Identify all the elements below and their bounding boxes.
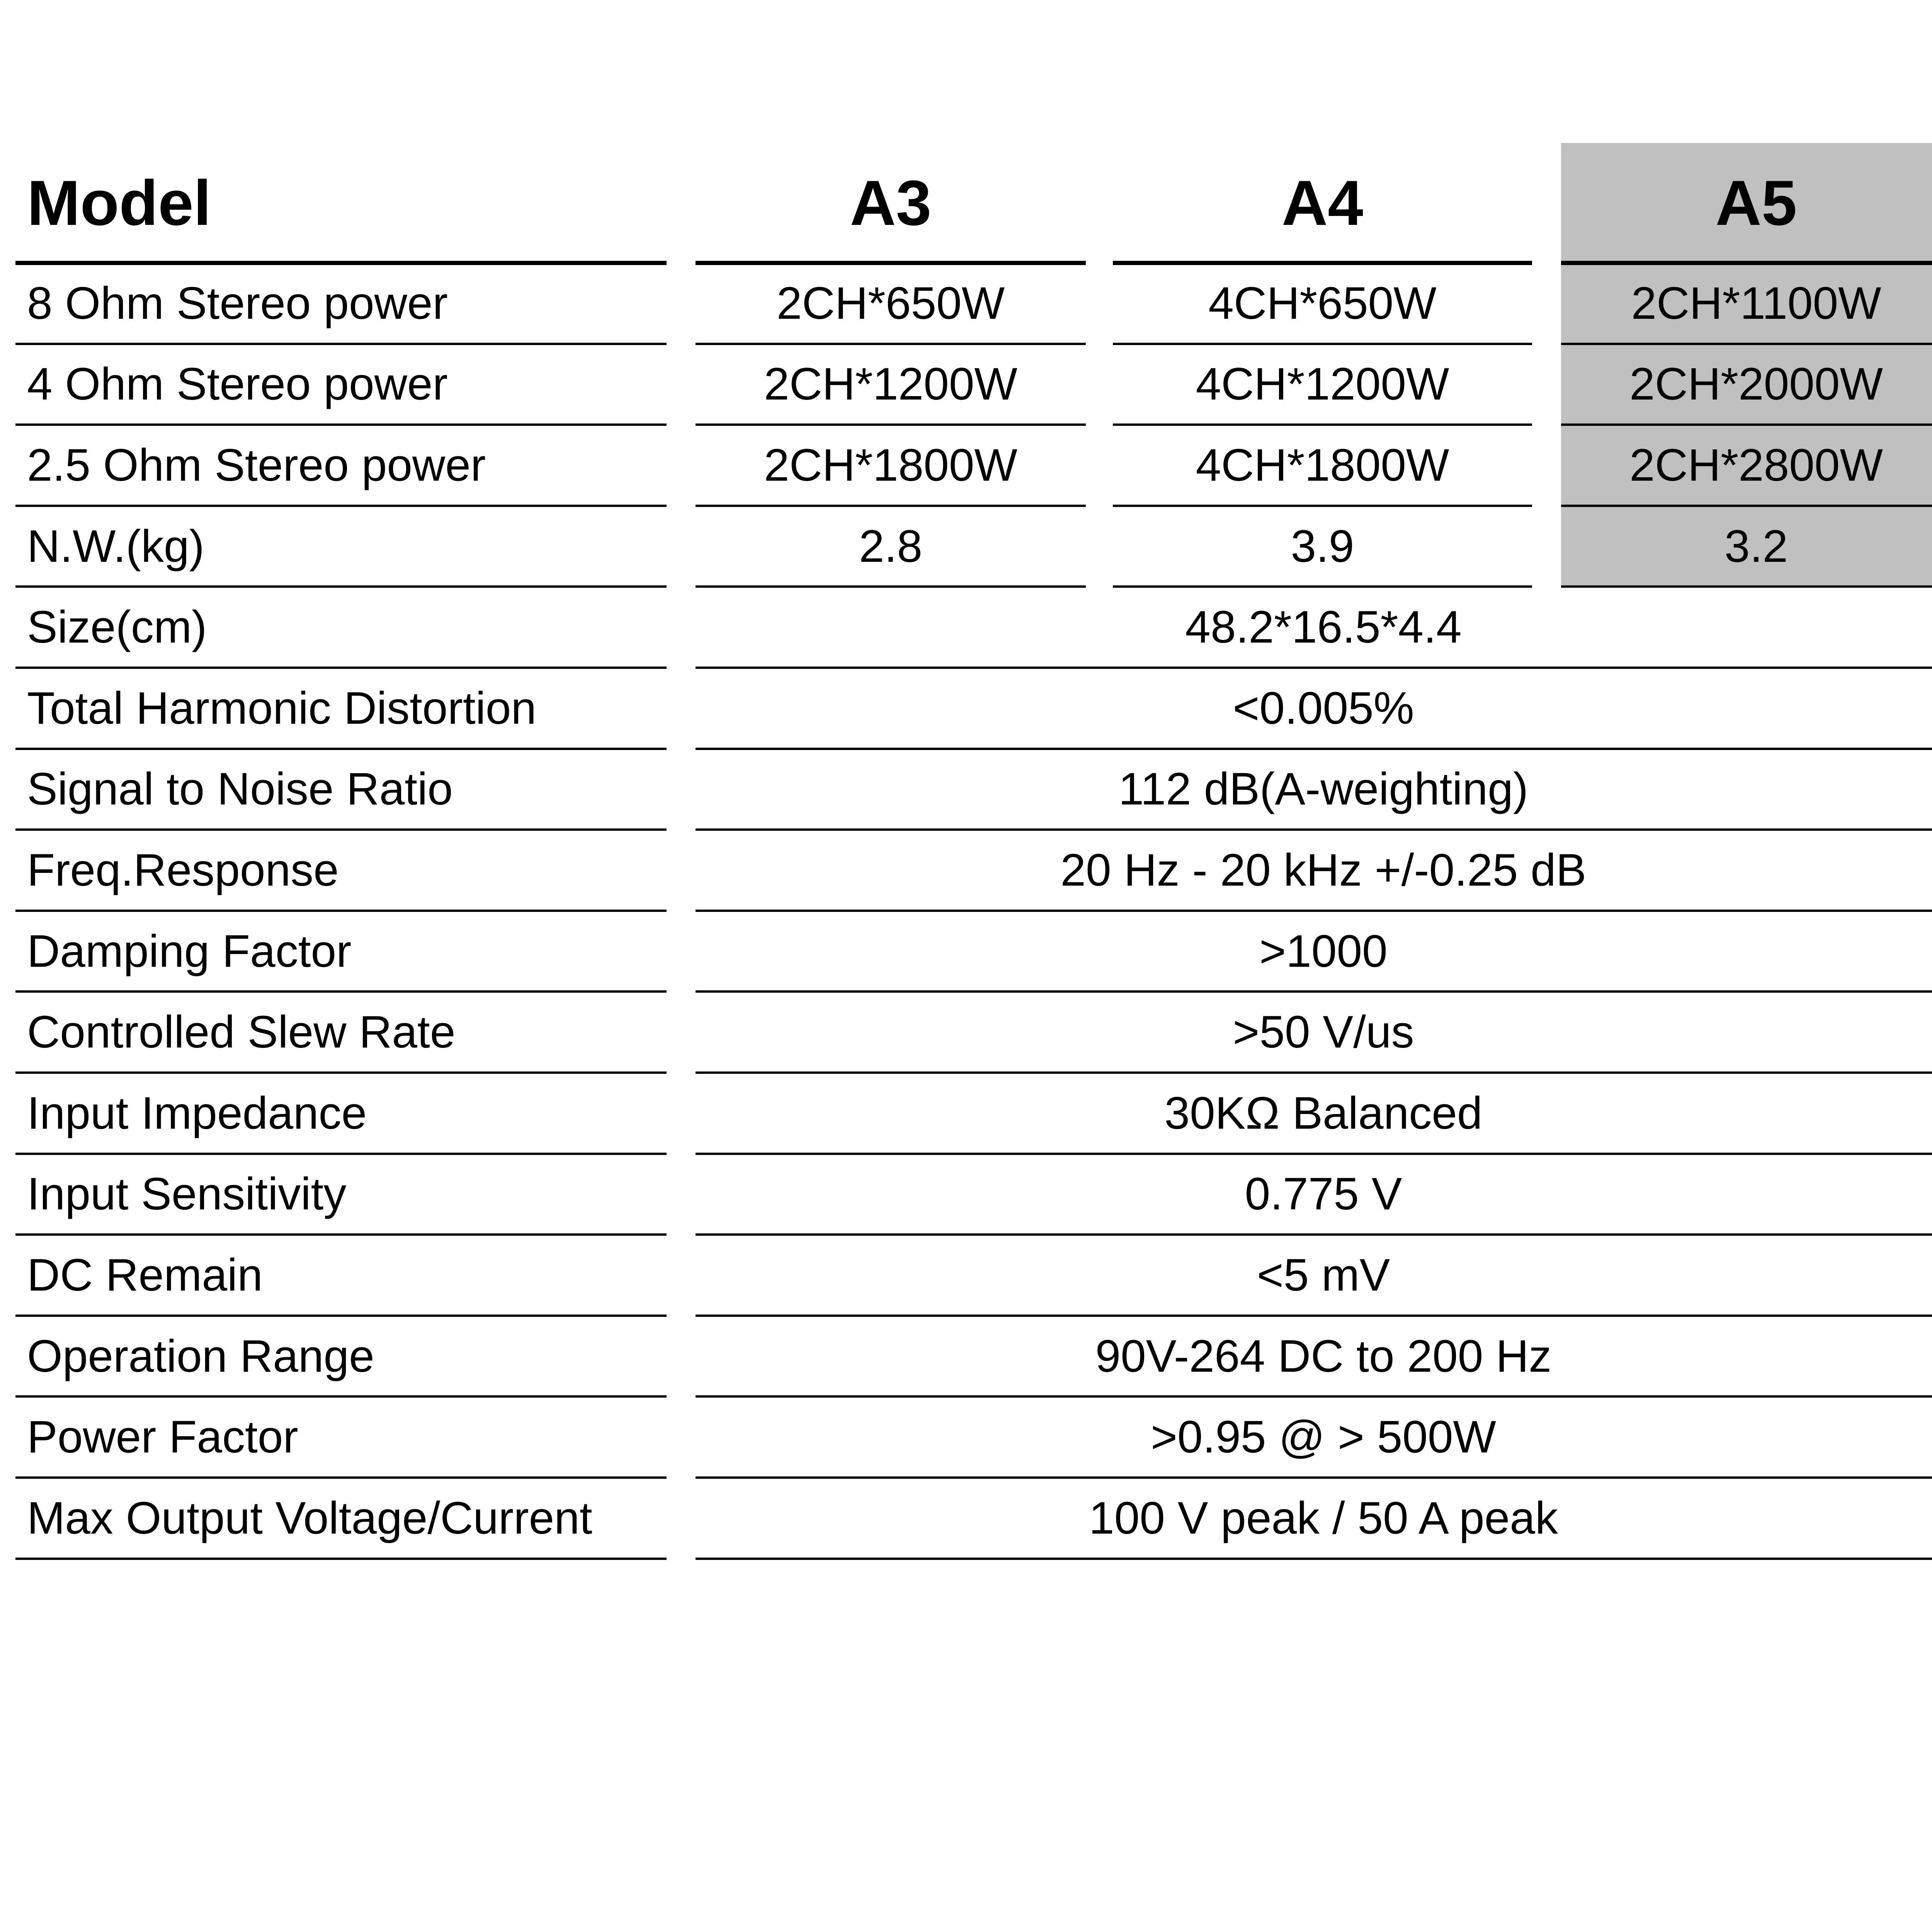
row-label: DC Remain — [27, 1249, 263, 1301]
row-label: Power Factor — [27, 1412, 298, 1463]
row-label: Input Impedance — [27, 1087, 367, 1139]
row-value: 2CH*1800W — [764, 439, 1017, 491]
row-label: 8 Ohm Stereo power — [27, 277, 448, 329]
row-label: 2.5 Ohm Stereo power — [27, 439, 486, 491]
row-value: 4CH*1200W — [1196, 359, 1449, 410]
row-label: Total Harmonic Distortion — [27, 682, 537, 734]
shared-value: 30KΩ Balanced — [1164, 1087, 1483, 1139]
row-value: 2CH*1200W — [764, 359, 1017, 410]
row-value: 4CH*1800W — [1196, 439, 1449, 491]
header-model-label: Model — [27, 167, 211, 238]
shared-value: <5 mV — [1257, 1249, 1390, 1301]
shared-value: >0.95 @ > 500W — [1151, 1412, 1496, 1463]
row-label: Operation Range — [27, 1330, 374, 1382]
shared-value: 112 dB(A-weighting) — [1118, 764, 1529, 815]
row-label: Max Output Voltage/Current — [27, 1492, 592, 1544]
row-label: N.W.(kg) — [27, 520, 204, 572]
row-value: 2CH*2000W — [1629, 359, 1883, 410]
row-value: 2CH*2800W — [1629, 439, 1883, 491]
row-value: 2CH*1100W — [1631, 277, 1881, 329]
row-value: 2CH*650W — [776, 277, 1005, 329]
row-value: 3.9 — [1291, 520, 1354, 572]
shared-value: >1000 — [1259, 925, 1388, 977]
row-rule-shared — [696, 1558, 1932, 1560]
row-rule-label — [15, 1558, 667, 1560]
row-label: Signal to Noise Ratio — [27, 764, 453, 815]
shared-value: 100 V peak / 50 A peak — [1089, 1492, 1558, 1544]
row-label: Damping Factor — [27, 925, 352, 977]
row-label: 4 Ohm Stereo power — [27, 359, 448, 410]
shared-value: 48.2*16.5*4.4 — [1185, 602, 1462, 653]
header-model-3: A5 — [1715, 167, 1797, 238]
row-label: Size(cm) — [27, 602, 207, 653]
header-model-1: A3 — [850, 167, 932, 238]
row-label: Input Sensitivity — [27, 1168, 347, 1220]
row-value: 3.2 — [1724, 520, 1788, 572]
shared-value: <0.005% — [1233, 682, 1414, 734]
shared-value: 20 Hz - 20 kHz +/-0.25 dB — [1060, 844, 1587, 896]
row-label: Controlled Slew Rate — [27, 1007, 456, 1058]
row-value: 4CH*650W — [1208, 277, 1437, 329]
shared-value: 90V-264 DC to 200 Hz — [1095, 1330, 1552, 1382]
shared-value: 0.775 V — [1245, 1168, 1402, 1220]
row-label: Freq.Response — [27, 844, 339, 896]
shared-value: >50 V/us — [1233, 1007, 1414, 1058]
row-value: 2.8 — [859, 520, 923, 572]
header-model-2: A4 — [1282, 167, 1363, 238]
